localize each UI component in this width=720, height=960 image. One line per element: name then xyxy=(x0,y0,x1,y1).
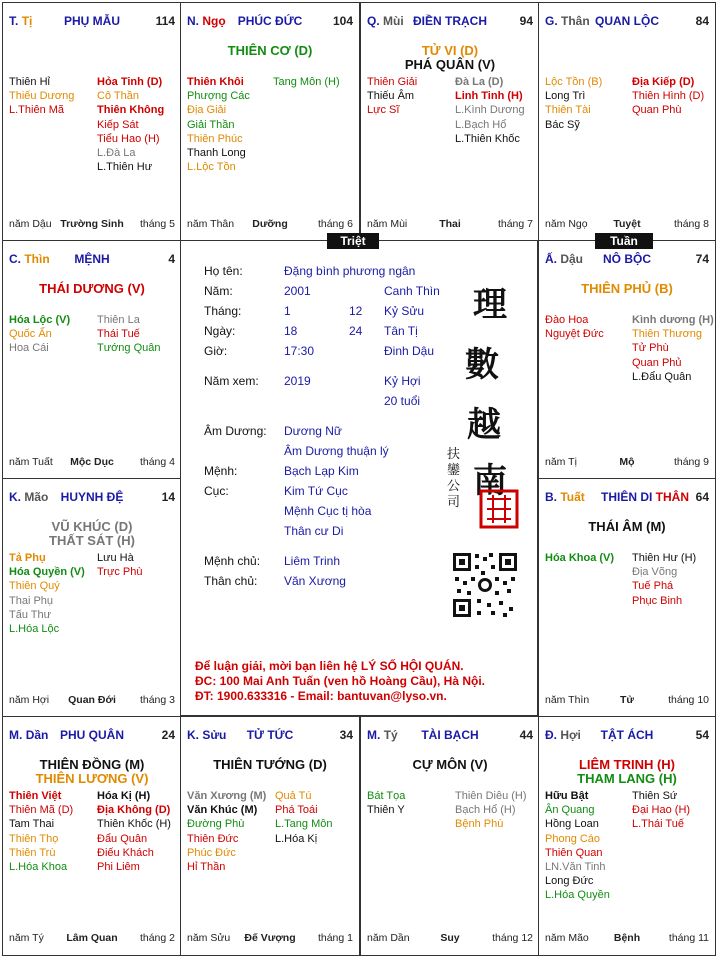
palace-name: QUAN LỘC xyxy=(595,14,659,28)
minor-star: Thiếu Âm xyxy=(367,90,415,103)
month-label: tháng 12 xyxy=(492,932,533,944)
minor-star: Thiên Quan xyxy=(545,846,603,859)
minor-star: Văn Xương (M) xyxy=(187,790,267,802)
minor-star: Thiên Không xyxy=(97,104,165,117)
minor-star: L.Đà La xyxy=(97,147,136,160)
palace-number: 84 xyxy=(695,14,709,28)
year-canchi: Canh Thìn xyxy=(384,284,440,298)
minor-star: Địa Kiếp (D) xyxy=(632,76,695,88)
month-label: tháng 8 xyxy=(673,218,709,230)
minor-star: Thiên Hình (D) xyxy=(632,90,705,103)
palace-stem: M. xyxy=(367,728,381,742)
palace-branch: Thìn xyxy=(24,252,50,266)
month-label: tháng 6 xyxy=(317,218,353,230)
name-value: Đặng bình phương ngân xyxy=(284,264,416,278)
palace-branch: Thân xyxy=(561,14,590,28)
year-branch: năm Mão xyxy=(545,932,589,944)
minor-star: Thiên Thương xyxy=(632,328,703,341)
palace-number: 34 xyxy=(339,728,353,742)
palace-name: TỬ TỨC xyxy=(246,728,294,742)
life-stage: Tuyệt xyxy=(613,218,641,230)
destiny-value: Bạch Lạp Kim xyxy=(284,464,359,478)
main-star: THÁI DƯƠNG (V) xyxy=(39,281,145,296)
month-lunar: 12 xyxy=(349,304,363,318)
palace-number: 54 xyxy=(695,728,709,742)
destiny-label: Mệnh: xyxy=(204,464,238,478)
day-label: Ngày: xyxy=(204,324,236,338)
minor-star: L.Thiên Mã xyxy=(9,104,65,117)
palace-name: PHÚC ĐỨC xyxy=(237,14,303,28)
minor-star: Cô Thần xyxy=(97,90,139,103)
year-branch: năm Thìn xyxy=(545,694,590,706)
month-label: Tháng: xyxy=(204,304,242,318)
minor-star: Long Đức xyxy=(545,875,594,888)
palace-number: 94 xyxy=(519,14,533,28)
palace-stem: M. xyxy=(9,728,23,742)
main-star: CỰ MÔN (V) xyxy=(412,757,488,772)
minor-star: Hỏa Tinh (D) xyxy=(97,76,163,88)
minor-star: Đại Hao (H) xyxy=(632,804,691,817)
year-branch: năm Sửu xyxy=(187,932,231,944)
calligraphy-char-3: 越 xyxy=(467,405,501,445)
palace-name: PHỤ MẪU xyxy=(64,14,120,28)
main-star: LIÊM TRINH (H) xyxy=(578,757,676,772)
palace-name: MỆNH xyxy=(74,252,110,266)
minor-star: LN.Văn Tinh xyxy=(545,861,606,874)
palace-number: 44 xyxy=(519,728,533,742)
minor-star: L.Hóa Quyền xyxy=(545,889,610,902)
minor-star: Hữu Bật xyxy=(545,790,589,802)
year-branch: năm Dậu xyxy=(9,218,52,230)
minor-star: Phong Cáo xyxy=(545,832,601,845)
month-label: tháng 2 xyxy=(139,932,175,944)
year-branch: năm Dần xyxy=(367,932,410,944)
minor-star: Long Trì xyxy=(545,90,586,103)
minor-star: L.Hóa Khoa xyxy=(9,861,68,874)
palace-name: NÔ BỘC xyxy=(603,252,651,266)
center-info-panel xyxy=(180,240,538,716)
palace-branch: Dần xyxy=(25,728,49,742)
minor-star: Quan Phủ xyxy=(632,356,682,369)
life-stage: Trường Sinh xyxy=(60,218,124,230)
minor-star: L.Tang Môn xyxy=(275,818,333,831)
tuan-marker: Tuần xyxy=(595,233,653,249)
palace-stem: Đ. xyxy=(545,728,557,742)
calligraphy-char-1: 理 xyxy=(473,285,507,325)
yinyang-value: Dương Nữ xyxy=(284,424,342,438)
minor-star: Giải Thần xyxy=(187,118,235,131)
element-value: Kim Tứ Cục xyxy=(284,484,348,498)
life-stage: Đế Vượng xyxy=(244,932,296,944)
minor-star: L.Lộc Tồn xyxy=(187,161,236,174)
palace-name: TẬT ÁCH xyxy=(600,728,654,742)
palace-name: ĐIỀN TRẠCH xyxy=(413,14,487,28)
palace-number: 74 xyxy=(695,252,709,266)
palace-number: 14 xyxy=(161,490,175,504)
yinyang-relation: Âm Dương thuận lý xyxy=(284,444,389,458)
minor-star: Quả Tú xyxy=(275,790,312,802)
year-branch: năm Hợi xyxy=(9,694,50,706)
main-star: THÁI ÂM (M) xyxy=(588,519,666,534)
month-label: tháng 5 xyxy=(139,218,175,230)
month-value: 1 xyxy=(284,304,291,318)
palace-stem: C. xyxy=(9,252,21,266)
minor-star: Thiên Thọ xyxy=(9,832,59,845)
main-star: THAM LANG (H) xyxy=(577,771,677,786)
minor-star: Ân Quang xyxy=(545,804,595,817)
month-label: tháng 10 xyxy=(668,694,709,706)
minor-star: Địa Võng xyxy=(632,566,678,579)
minor-star: Bác Sỹ xyxy=(545,118,580,131)
minor-star: L.Hóa Lộc xyxy=(9,623,60,636)
minor-star: Tướng Quân xyxy=(97,342,161,355)
minor-star: Thiên Khốc (H) xyxy=(97,818,171,831)
minor-star: Trực Phù xyxy=(97,566,143,579)
palace-stem: K. xyxy=(187,728,199,742)
minor-star: Tả Phụ xyxy=(9,552,46,564)
contact-info xyxy=(195,659,485,704)
minor-star: Tử Phù xyxy=(632,342,669,355)
palace-number: 4 xyxy=(168,252,175,266)
yinyang-label: Âm Dương: xyxy=(204,424,267,438)
minor-star: Thiên Hỉ xyxy=(9,76,50,88)
destiny-lord-label: Mệnh chủ: xyxy=(204,554,261,568)
palace-branch: Mão xyxy=(24,490,49,504)
triet-marker: Triệt xyxy=(327,233,379,249)
minor-star: Thiên Tài xyxy=(545,104,591,117)
minor-star: Thiên Đức xyxy=(187,832,239,845)
minor-star: Thiên Hư (H) xyxy=(632,552,697,564)
year-branch: năm Thân xyxy=(187,218,235,230)
palace-name: THIÊN DI xyxy=(601,490,653,504)
minor-star: Lưu Hà xyxy=(97,552,134,564)
life-stage: Mộ xyxy=(619,456,635,468)
life-stage: Lâm Quan xyxy=(66,932,118,944)
palace-name: TÀI BẠCH xyxy=(421,728,479,742)
minor-star: L.Hóa Kị xyxy=(275,832,318,845)
year-branch: năm Tý xyxy=(9,932,44,944)
year-branch: năm Tuất xyxy=(9,456,53,468)
side-calligraphy: 扶 鑾 公 司 xyxy=(447,447,461,510)
palace-branch: Tuất xyxy=(560,490,585,504)
contact-line-1: Để luận giải, mời bạn liên hệ LÝ SỐ HỘI QUÁN. xyxy=(195,659,464,673)
hour-canchi: Đinh Dậu xyxy=(384,344,435,358)
minor-star: Thiên Sứ xyxy=(632,790,678,802)
palace-stem: G. xyxy=(545,14,558,28)
minor-star: Tấu Thư xyxy=(9,608,52,621)
minor-star: Quan Phù xyxy=(632,104,682,117)
minor-star: Thiếu Dương xyxy=(9,90,75,103)
minor-star: L.Thiên Hư xyxy=(97,161,153,174)
minor-star: Bát Tọa xyxy=(367,790,406,802)
minor-star: Hồng Loan xyxy=(545,818,599,831)
palace-branch: Tý xyxy=(383,728,398,742)
view-year-label: Năm xem: xyxy=(204,374,259,388)
minor-star: Kình dương (H) xyxy=(632,314,714,326)
palace-branch: Mùi xyxy=(383,14,404,28)
day-canchi: Tân Tị xyxy=(384,324,418,338)
main-star: THIÊN CƠ (D) xyxy=(227,43,313,58)
name-label: Họ tên: xyxy=(204,264,243,278)
qr-code[interactable] xyxy=(451,551,519,619)
minor-star: Thai Phụ xyxy=(9,594,54,607)
life-stage: Tử xyxy=(619,694,635,706)
minor-star: Quốc Ấn xyxy=(9,328,52,341)
minor-star: Thiên Mã (D) xyxy=(9,804,74,817)
palace-number: 114 xyxy=(155,14,175,28)
minor-star: Thiên Khôi xyxy=(187,76,244,88)
body-palace-tag: THÂN xyxy=(655,490,689,504)
main-star: PHÁ QUÂN (V) xyxy=(404,57,496,72)
minor-star: Thiên Phúc xyxy=(187,132,243,145)
minor-star: Thiên Diêu (H) xyxy=(455,790,527,802)
main-star: TỬ VI (D) xyxy=(421,43,479,58)
minor-star: Linh Tinh (H) xyxy=(455,90,523,103)
main-star: THIÊN LƯƠNG (V) xyxy=(35,771,149,786)
minor-star: Phượng Các xyxy=(187,90,250,103)
minor-star: Đào Hoa xyxy=(545,314,589,326)
minor-star: Văn Khúc (M) xyxy=(187,804,258,817)
palace-number: 24 xyxy=(161,728,175,742)
palace-number: 64 xyxy=(695,490,709,504)
life-stage: Mộc Dục xyxy=(70,456,114,468)
minor-star: Điếu Khách xyxy=(97,846,154,859)
minor-star: Phúc Đức xyxy=(187,846,236,859)
minor-star: Thanh Long xyxy=(187,147,246,160)
month-label: tháng 11 xyxy=(668,932,709,944)
day-lunar: 24 xyxy=(349,324,363,338)
palace-stem: T. xyxy=(9,14,19,28)
contact-address: ĐC: 100 Mai Anh Tuấn (ven hồ Hoàng Cầu), Hà Nội. xyxy=(195,674,486,688)
palace-stem: N. xyxy=(187,14,199,28)
red-seal-stamp xyxy=(479,489,519,529)
minor-star: Tiểu Hao (H) xyxy=(97,132,160,145)
minor-star: Phá Toái xyxy=(275,804,318,817)
life-stage: Thai xyxy=(439,218,461,230)
main-star: THẤT SÁT (H) xyxy=(49,533,135,548)
minor-star: Phục Binh xyxy=(632,594,683,607)
body-lord-value: Văn Xương xyxy=(284,574,346,588)
minor-star: Hóa Khoa (V) xyxy=(545,552,615,564)
month-label: tháng 9 xyxy=(673,456,709,468)
minor-star: Thiên Y xyxy=(367,804,405,817)
minor-star: Thiên La xyxy=(97,314,140,326)
year-branch: năm Mùi xyxy=(367,218,408,230)
minor-star: Lực Sĩ xyxy=(367,104,400,117)
palace-name: HUYNH ĐỆ xyxy=(60,490,124,504)
minor-star: Địa Không (D) xyxy=(97,804,171,817)
minor-star: Hóa Quyền (V) xyxy=(9,566,85,579)
destiny-lord-value: Liêm Trinh xyxy=(284,554,341,568)
minor-star: L.Bạch Hổ xyxy=(455,118,507,131)
year-label: Năm: xyxy=(204,284,233,298)
main-star: VŨ KHÚC (D) xyxy=(51,519,133,534)
palace-branch: Hợi xyxy=(560,728,581,742)
body-position: Thân cư Di xyxy=(284,524,344,538)
minor-star: Hỉ Thần xyxy=(187,861,226,874)
main-star: THIÊN PHỦ (B) xyxy=(581,281,673,296)
minor-star: Bạch Hổ (H) xyxy=(455,804,516,817)
minor-star: Thiên Giải xyxy=(367,76,418,88)
view-year-value: 2019 xyxy=(284,374,311,388)
palace-branch: Tị xyxy=(21,14,33,28)
minor-star: Địa Giải xyxy=(187,104,227,117)
calligraphy-char-2: 數 xyxy=(465,345,499,385)
palace-branch: Ngọ xyxy=(202,14,226,28)
view-year-canchi: Kỷ Hợi xyxy=(384,374,421,388)
minor-star: Tuế Phá xyxy=(632,580,674,593)
hour-label: Giờ: xyxy=(204,344,228,358)
palace-branch: Sửu xyxy=(202,728,227,742)
palace-branch: Dậu xyxy=(560,252,584,266)
minor-star: Đường Phù xyxy=(187,818,245,831)
minor-star: Đà La (D) xyxy=(455,76,504,88)
year-branch: năm Tị xyxy=(545,456,577,468)
life-stage: Quan Đới xyxy=(68,694,116,706)
minor-star: Hóa Lộc (V) xyxy=(9,314,71,326)
palace-stem: Q. xyxy=(367,14,380,28)
life-stage: Bệnh xyxy=(613,932,641,944)
palace-name: PHU QUÂN xyxy=(59,728,124,742)
minor-star: Thiên Việt xyxy=(9,790,62,802)
life-stage: Dưỡng xyxy=(252,218,288,230)
palace-stem: K. xyxy=(9,490,21,504)
minor-star: Thiên Trù xyxy=(9,846,56,859)
element-label: Cục: xyxy=(204,484,229,498)
minor-star: Bệnh Phù xyxy=(455,818,504,831)
age-value: 20 tuổi xyxy=(384,394,421,408)
main-star: THIÊN ĐỒNG (M) xyxy=(39,757,145,772)
month-label: tháng 4 xyxy=(139,456,175,468)
minor-star: Thái Tuế xyxy=(97,328,140,341)
minor-star: L.Kình Dương xyxy=(455,104,525,117)
minor-star: Tam Thai xyxy=(9,818,55,831)
calligraphy-char-4: 南 xyxy=(473,461,507,501)
minor-star: Phi Liêm xyxy=(97,861,140,874)
minor-star: Thiên Quý xyxy=(9,580,60,593)
minor-star: Kiếp Sát xyxy=(97,118,139,131)
minor-star: Lộc Tồn (B) xyxy=(545,76,603,88)
month-label: tháng 3 xyxy=(139,694,175,706)
minor-star: Đẩu Quân xyxy=(97,832,148,845)
minor-star: Hóa Kị (H) xyxy=(97,790,151,802)
year-branch: năm Ngọ xyxy=(545,218,588,230)
month-canchi: Kỷ Sửu xyxy=(384,304,425,318)
contact-phone-email[interactable]: ĐT: 1900.633316 - Email: bantuvan@lyso.vn. xyxy=(195,689,447,703)
life-stage: Suy xyxy=(440,932,460,944)
minor-star: Nguyệt Đức xyxy=(545,328,604,341)
main-star: THIÊN TƯỚNG (D) xyxy=(213,757,327,772)
minor-star: Tang Môn (H) xyxy=(273,76,340,88)
month-label: tháng 1 xyxy=(317,932,353,944)
minor-star: L.Thái Tuế xyxy=(632,818,684,831)
minor-star: L.Đẩu Quân xyxy=(632,370,692,383)
minor-star: L.Thiên Khốc xyxy=(455,132,520,145)
minor-star: Hoa Cái xyxy=(9,342,49,355)
element-relation: Mệnh Cục tị hòa xyxy=(284,504,372,518)
palace-stem: B. xyxy=(545,490,557,504)
palace-number: 104 xyxy=(332,14,353,28)
year-value: 2001 xyxy=(284,284,311,298)
hour-value: 17:30 xyxy=(284,344,315,358)
body-lord-label: Thân chủ: xyxy=(204,574,258,588)
day-value: 18 xyxy=(284,324,298,338)
month-label: tháng 7 xyxy=(497,218,533,230)
palace-stem: Ấ. xyxy=(545,252,557,266)
